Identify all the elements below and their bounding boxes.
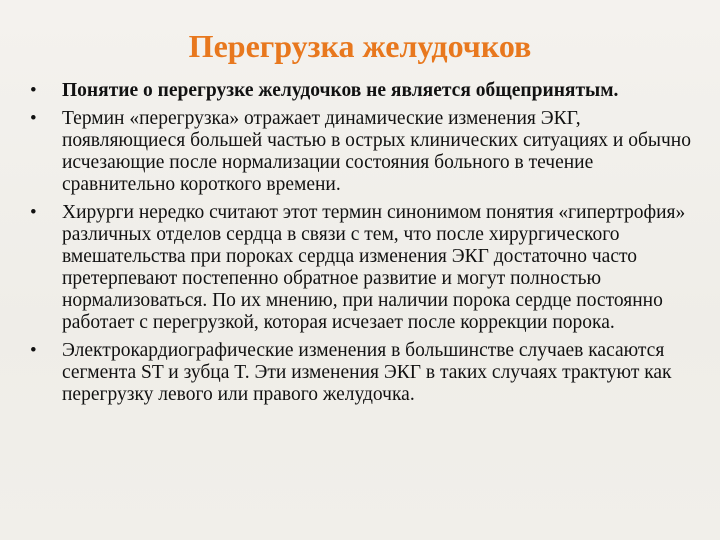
- bullet-item: [30, 202, 702, 334]
- bullet-text: Электрокардиографические изменения в большинстве случаев касаются сегмента ST и зубца T. Эти изменения ЭКГ в таких случаях трактуют как перегрузку левого или правого желудочка.: [62, 340, 672, 405]
- bullet-item: [30, 108, 702, 196]
- bullet-text: Термин «перегрузка» отражает динамические изменения ЭКГ, появляющиеся большей частью в острых клинических ситуациях и обычно исчезающие после нормализации состояния больного в течение сравнительно короткого времени.: [62, 108, 691, 195]
- bullet-dot-icon: •: [30, 340, 37, 361]
- bullet-text: Хирурги нередко считают этот термин синонимом понятия «гипертрофия» различных отделов сердца в связи с тем, что после хирургического вмешательства при пороках сердца изменения ЭКГ достаточно часто претерпевают постепенно обратное развитие и могут полностью нормализоваться. По их мнению, при наличии порока сердце постоянно работает с перегрузкой, которая исчезает после коррекции порока.: [62, 202, 686, 333]
- bullet-list: [30, 80, 702, 412]
- slide-title: Перегрузка желудочков: [188, 28, 532, 64]
- bullet-item: [30, 80, 702, 102]
- bullet-dot-icon: •: [30, 80, 37, 101]
- bullet-dot-icon: •: [30, 202, 37, 223]
- bullet-item: [30, 340, 702, 406]
- bullet-text: Понятие о перегрузке желудочков не является общепринятым.: [62, 80, 619, 101]
- bullet-dot-icon: •: [30, 108, 37, 129]
